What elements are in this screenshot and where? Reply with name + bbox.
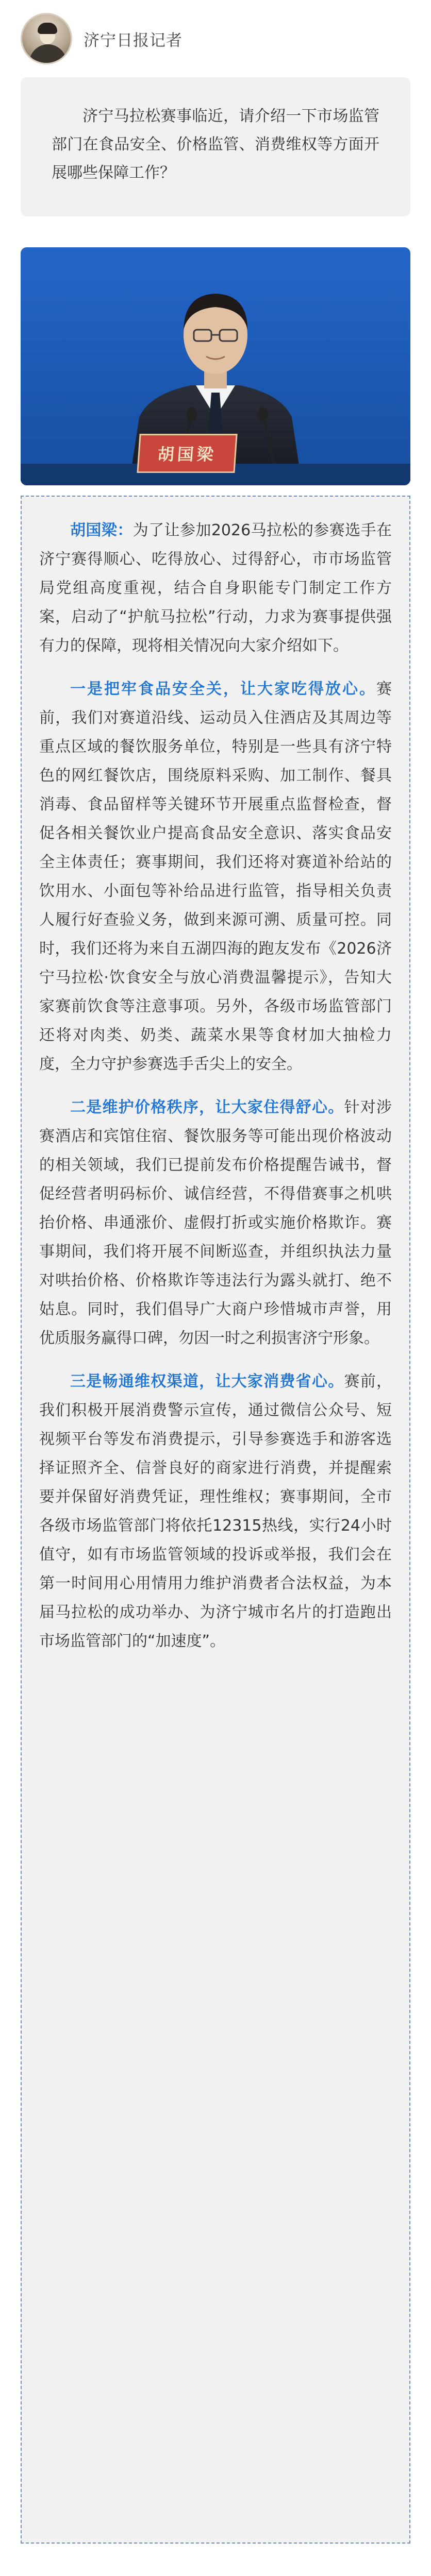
answer-intro-text: 为了让参加2026马拉松的参赛选手在济宁赛得顺心、吃得放心、过得舒心，市市场监管局党组高度重视，结合自身职能专门制定工作方案，启动了“护航马拉松”行动，力求为赛事提供强有力的保障，现将相关情况向大家介绍如下。 bbox=[39, 521, 392, 655]
question-bubble bbox=[21, 77, 410, 216]
speaker-label: 胡国梁： bbox=[70, 521, 133, 539]
answer-section-3 bbox=[39, 1367, 392, 1656]
reporter-name: 济宁日报记者 bbox=[84, 31, 183, 50]
answer-box bbox=[21, 496, 410, 2544]
nameplate bbox=[137, 434, 237, 473]
question-text: 济宁马拉松赛事临近，请介绍一下市场监管部门在食品安全、价格监管、消费维权等方面开展哪些保障工作？ bbox=[52, 107, 379, 182]
section-1-heading: 一是把牢食品安全关，让大家吃得放心。 bbox=[70, 680, 376, 698]
section-2-text: 针对涉赛酒店和宾馆住宿、餐饮服务等可能出现价格波动的相关领域，我们已提前发布价格提醒告诫书，督促经营者明码标价、诚信经营，不得借赛事之机哄抬价格、串通涨价、虚假打折或实施价格欺诈。赛事期间，我们将开展不间断巡查，并组织执法力量对哄抬价格、价格欺诈等违法行为露头就打、绝不姑息。同时，我们倡导广大商户珍惜城市声誉，用优质服务赢得口碑，勿因一时之利损害济宁形象。 bbox=[39, 1098, 392, 1347]
answer-intro-paragraph bbox=[39, 516, 392, 660]
section-3-heading: 三是畅通维权渠道，让大家消费省心。 bbox=[70, 1372, 344, 1391]
section-1-text: 赛前，我们对赛道沿线、运动员入住酒店及其周边等重点区域的餐饮服务单位，特别是一些具有济宁特色的网红餐饮店，围绕原料采购、加工制作、餐具消毒、食品留样等关键环节开展重点监督检查，督促各相关餐饮业户提高食品安全意识、落实食品安全主体责任；赛事期间，我们还将对赛道补给站的饮用水、小面包等补给品进行监管，指导相关负责人履行好查验义务，做到来源可溯、质量可控。同时，我们还将为来自五湖四海的跑友发布《2026济宁马拉松·饮食安全与放心消费温馨提示》，告知大家赛前饮食等注意事项。另外，各级市场监管部门还将对肉类、奶类、蔬菜水果等食材加大抽检力度，全力守护参赛选手舌尖上的安全。 bbox=[39, 680, 392, 1073]
section-3-text: 赛前，我们积极开展消费警示宣传，通过微信公众号、短视频平台等发布消费提示，引导参赛选手和游客选择证照齐全、信誉良好的商家进行消费，并提醒索要并保留好消费凭证，理性维权；赛事期间，全市各级市场监管部门将依托12315热线，实行24小时值守，如有市场监管领域的投诉或举报，我们会在第一时间用心用情用力维护消费者合法权益，为本届马拉松的成功举办、为济宁城市名片的打造跑出市场监管部门的“加速度”。 bbox=[39, 1372, 392, 1650]
answer-section-1 bbox=[39, 675, 392, 1079]
section-2-heading: 二是维护价格秩序，让大家住得舒心。 bbox=[70, 1098, 344, 1116]
speaker-photo bbox=[21, 247, 410, 485]
avatar-shoulders bbox=[29, 44, 67, 64]
nameplate-text: 胡国梁 bbox=[157, 445, 218, 464]
reporter-avatar bbox=[21, 13, 72, 64]
reporter-header bbox=[21, 10, 183, 67]
answer-section-2 bbox=[39, 1093, 392, 1353]
microphone-head-left bbox=[187, 407, 197, 421]
microphone-head-right bbox=[258, 407, 268, 421]
avatar-hair bbox=[38, 23, 57, 34]
